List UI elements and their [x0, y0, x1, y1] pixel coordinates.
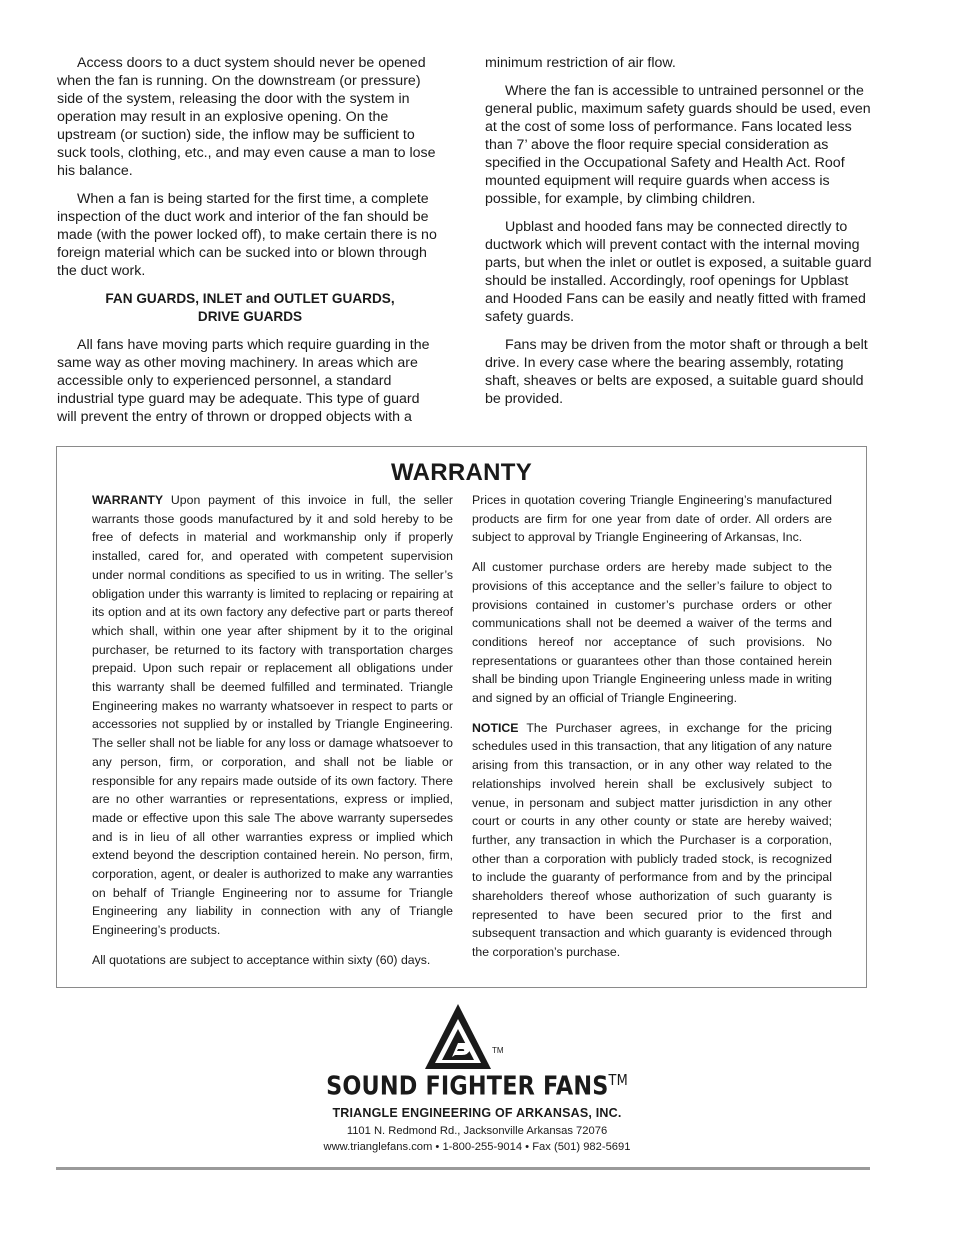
guards-heading-line2: DRIVE GUARDS	[197, 309, 303, 324]
notice-lead: NOTICE	[472, 720, 519, 735]
purchase-orders-paragraph: All customer purchase orders are hereby made subject to the provisions of this acceptance and the seller’s failure to object to provisions contained in customer’s purchase orders or other communications shall not be deemed a waiver of the terms and conditions hereof nor acceptance of such provisions. No representations or guarantees other than those contained herein shall be binding upon Triangle Engineering unless made in writing and signed by an official of Triangle Engineering.	[472, 560, 832, 706]
warranty-box	[56, 446, 867, 988]
upblast-fans-paragraph: Upblast and hooded fans may be connected directly to ductwork which will prevent contact with the internal moving parts, but when the inlet or outlet is exposed, a suitable guard should be installed. Accordingly, roof openings for Upblast and Hooded Fans can be easily and neatly fitted with framed safety guards.	[485, 219, 872, 325]
guards-heading-line1: FAN GUARDS, INLET and OUTLET GUARDS,	[105, 291, 395, 306]
brand-text: SOUND FIGHTER FANS	[326, 1071, 609, 1102]
quotations-paragraph: All quotations are subject to acceptance within sixty (60) days.	[92, 952, 431, 967]
belt-drive-paragraph: Fans may be driven from the motor shaft or through a belt drive. In every case where the bearing assembly, rotating shaft, sheaves or belts are exposed, a suitable guard should be provided.	[485, 337, 868, 407]
notice-text: The Purchaser agrees, in exchange for the pricing schedules used in this transaction, that any litigation of any nature arising from this transaction, or in any other way related to the relationships involved herein shall be exclusively subject to venue, in personam and subject matter jurisdiction in any other court or courts in any other county or state are hereby waived; further, any transaction in which the Purchaser is a corporation, other than a corporation with publicly traded stock, is recognized to include the guaranty of performance from and by the principal shareholders thereof whose authorization of such guaranty is represented to have been secured prior to the first and subsequent transaction and which guaranty is evidenced through the corporation’s purchase.	[472, 720, 832, 960]
warranty-right-column	[472, 491, 832, 973]
right-column	[485, 54, 875, 418]
prices-paragraph: Prices in quotation covering Triangle Engineering’s manufactured products are firm for one year from date of order. All orders are subject to approval by Triangle Engineering of Arkansas, Inc.	[472, 493, 832, 545]
guards-heading	[57, 290, 443, 326]
logo-tm: TM	[492, 1046, 504, 1055]
warranty-title: WARRANTY	[390, 459, 533, 486]
notice-paragraph	[472, 719, 832, 962]
company-contact: www.trianglefans.com • 1-800-255-9014 • Fax (501) 982-5691	[323, 1141, 631, 1153]
duct-access-paragraph: Access doors to a duct system should never be opened when the fan is running. On the downstream (or pressure) side of the system, releasing the door with the system in operation may result in an explosive opening. On the upstream (or suction) side, the inflow may be sufficient to suck tools, clothing, etc., and may even cause a man to lose his balance.	[57, 55, 436, 179]
triangle-logo-icon	[422, 1003, 512, 1071]
brand-tm: TM	[608, 1071, 628, 1089]
fan-startup-paragraph: When a fan is being started for the first time, a complete inspection of the duct work and interior of the fan should be made (with the power locked off), to make certain there is no foreign material which can be sucked into or blown through the duct work.	[57, 191, 437, 279]
left-column	[57, 54, 443, 436]
warranty-text: Upon payment of this invoice in full, the seller warrants those goods manufactured by it and sold hereby to be free of defects in material and workmanship only if properly installed, cared for, and operated with competent supervision under normal conditions as specified to us in writing. The seller’s obligation under this warranty is limited to replacing or repairing at its option and at its own factory any defective part or parts thereof which shall, within one year after shipment by it to the original purchaser, be returned to its factory with transportation charges prepaid. Upon such repair or replacement all obligations under this warranty shall be deemed fulfilled and terminated. Triangle Engineering makes no warranty whatsoever in respect to parts or accessories not supplied by or installed by Triangle Engineering. The seller shall not be liable for any loss or damage whatsoever to any person, firm, or corporation, and shall not be liable or responsible for any repairs made outside of its own factory. There are no other warranties or representations, express or implied, made or effective upon this sale The above warranty supersedes and is in lieu of all other warranties express or implied which extend beyond the description contained herein. No person, firm, corporation, agent, or dealer is authorized to make any warranties on behalf of Triangle Engineering nor to assume for Triangle Engineering any liability in connection with any of Triangle Engineering’s products.	[92, 493, 453, 938]
safety-guards-paragraph: Where the fan is accessible to untrained personnel or the general public, maximum safety guards should be used, even at the cost of some loss of performance. Fans located less than 7’ above the floor require special consideration as specified in the Occupational Safety and Health Act. Roof mounted equipment will require guards when access is possible, for example, by climbing children.	[485, 83, 871, 207]
company-address: 1101 N. Redmond Rd., Jacksonville Arkansas 72076	[346, 1125, 608, 1137]
moving-parts-paragraph: All fans have moving parts which require guarding in the same way as other moving machinery. In areas which are accessible only to experienced personnel, a standard industrial type guard may be adequate. This type of guard will prevent the entry of thrown or dropped objects with a	[57, 337, 430, 425]
air-flow-continuation: minimum restriction of air flow.	[485, 55, 676, 71]
company-name: TRIANGLE ENGINEERING OF ARKANSAS, INC.	[332, 1106, 622, 1120]
warranty-lead: WARRANTY	[92, 493, 164, 507]
brand-name	[67, 1071, 887, 1102]
warranty-paragraph	[92, 491, 453, 940]
footer-divider	[56, 1167, 870, 1170]
warranty-left-column	[92, 491, 453, 981]
